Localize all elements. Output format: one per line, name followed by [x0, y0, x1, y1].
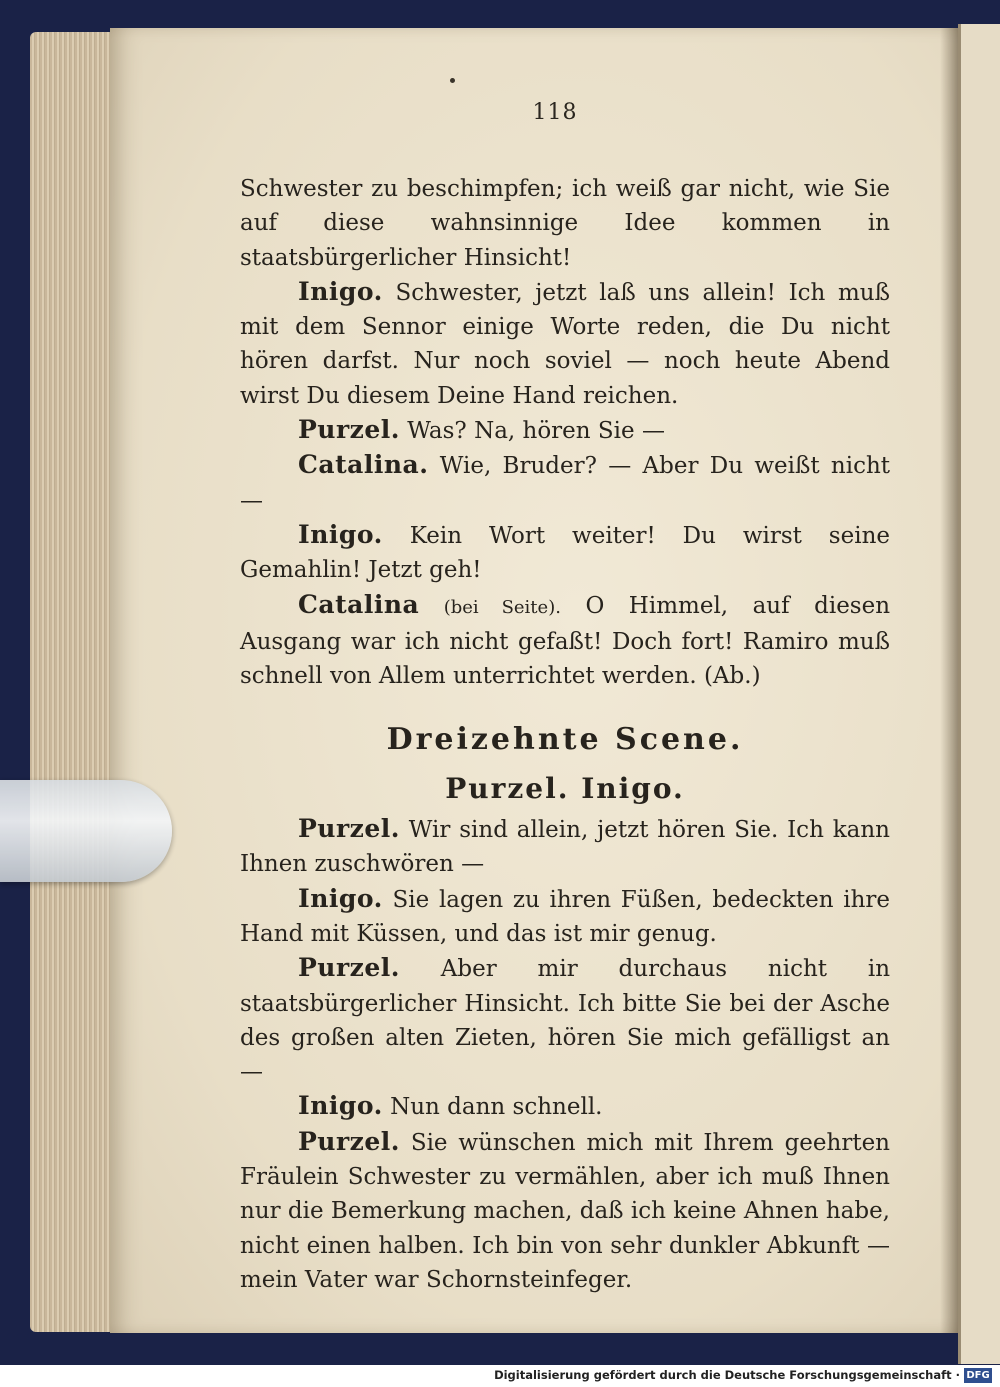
dfg-logo: DFG — [964, 1368, 992, 1383]
speaker-name: Catalina. — [298, 450, 429, 480]
dialogue-line — [240, 413, 890, 448]
line-text: Schwester zu beschimpfen; ich weiß gar nicht, wie Sie auf diese wahnsinnige Idee kommen in staatsbürgerlicher Hinsicht! — [240, 176, 890, 271]
speaker-name: Purzel. — [298, 814, 400, 844]
dialogue-line — [240, 951, 890, 1089]
spine-shadow — [940, 28, 960, 1333]
line-text: Kein Wort weiter! Du wirst seine Gemahlin! Jetzt geh! — [240, 522, 891, 584]
speaker-name: Purzel. — [298, 953, 400, 983]
line-text: Sie lagen zu ihren Füßen, bedeckten ihre Hand mit Küssen, und das ist mir genug. — [240, 886, 891, 947]
speaker-name: Inigo. — [298, 519, 383, 549]
funding-credit: Digitalisierung gefördert durch die Deutsche Forschungsgemeinschaft · — [494, 1368, 960, 1382]
scene-persons: Purzel. Inigo. — [445, 771, 685, 805]
dialogue-line — [240, 588, 890, 694]
speaker-name: Purzel. — [298, 415, 400, 445]
line-text: Schwester, jetzt laß uns allein! Ich muß mit dem Sennor einige Worte reden, die Du nicht hören darfst. Nur noch soviel — noch heute Abend wirst Du diesem Deine Hand reichen. — [240, 279, 890, 409]
dialogue-line — [240, 1089, 890, 1124]
line-text: Nun dann schnell. — [390, 1094, 603, 1121]
page-holder-clip — [0, 780, 172, 882]
dialogue-line — [240, 812, 890, 882]
line-text: Aber mir durchaus nicht in staatsbürgerlicher Hinsicht. Ich bitte Sie bei der Asche des großen alten Zieten, hören Sie mich gefälligst an — — [240, 956, 891, 1086]
page-number: 118 — [532, 100, 578, 125]
line-text: Wie, Bruder? — Aber Du weißt nicht — — [240, 453, 891, 514]
dialogue-line — [240, 275, 890, 413]
line-text: O Himmel, auf diesen Ausgang war ich nicht gefaßt! Doch fort! Ramiro muß schnell von Allem unterrichtet werden. (Ab.) — [240, 592, 891, 690]
dialogue-line — [240, 882, 890, 952]
page-text — [240, 172, 890, 1297]
dialogue-line — [240, 518, 890, 588]
speaker-name: Inigo. — [298, 883, 383, 913]
text-line — [240, 172, 890, 275]
line-text: Wir sind allein, jetzt hören Sie. Ich kann Ihnen zuschwören — — [240, 817, 890, 878]
dialogue-line — [240, 1125, 890, 1297]
book-page-edges — [30, 32, 120, 1332]
speaker-name: Purzel. — [298, 1126, 400, 1156]
line-text: Was? Na, hören Sie — — [407, 418, 665, 445]
dialogue-line — [240, 448, 890, 518]
speaker-name: Catalina — [298, 589, 420, 619]
scene-title: Dreizehnte Scene. — [386, 722, 744, 758]
speaker-name: Inigo. — [298, 276, 383, 306]
digitization-footer — [0, 1365, 1000, 1387]
print-mark — [450, 78, 455, 83]
facing-page-edge — [958, 24, 1000, 1364]
line-text: Sie wünschen mich mit Ihrem geehrten Fräulein Schwester zu vermählen, aber ich muß Ihnen nur die Bemerkung machen, daß ich keine Ahnen habe, nicht einen halben. Ich bin von sehr dunkler Abkunft — mein Vater war Schornsteinfeger. — [240, 1129, 890, 1293]
stage-direction: (bei Seite). — [443, 596, 561, 618]
speaker-name: Inigo. — [298, 1091, 383, 1121]
